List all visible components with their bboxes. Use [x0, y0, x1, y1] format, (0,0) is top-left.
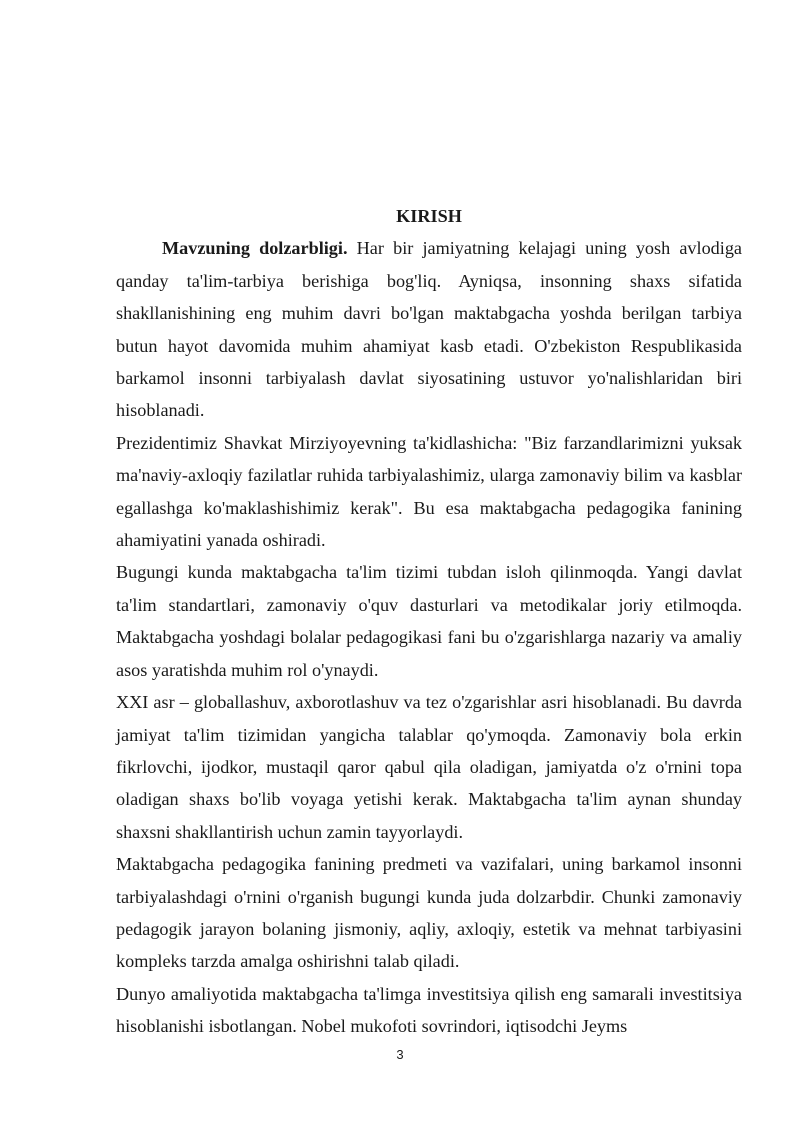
- paragraph-2: Prezidentimiz Shavkat Mirziyoyevning ta'kidlashicha: "Biz farzandlarimizni yuksak ma'naviy-axloqiy fazilatlar ruhida tarbiyalashimiz, ularga zamonaviy bilim va kasblar egallashga ko'maklashishimiz kerak". Bu esa maktabgacha pedagogika fanining ahamiyatini yanada oshiradi.: [116, 432, 742, 551]
- paragraph-6: Dunyo amaliyotida maktabgacha ta'limga investitsiya qilish eng samarali investitsiya hisoblanishi isbotlangan. Nobel mukofoti sovrindori, iqtisodchi Jeyms: [116, 983, 742, 1037]
- section-heading: KIRISH: [396, 206, 462, 226]
- paragraph-3: Bugungi kunda maktabgacha ta'lim tizimi tubdan isloh qilinmoqda. Yangi davlat ta'lim standartlari, zamonaviy o'quv dasturlari va metodikalar joriy etilmoqda. Maktabgacha yoshdagi bolalar pedagogikasi fani bu o'zgarishlarga nazariy va amaliy asos yaratishda muhim rol o'ynaydi.: [116, 562, 742, 680]
- page-body: [116, 200, 742, 1043]
- paragraph-4: XXI asr – globallashuv, axborotlashuv va tez o'zgarishlar asri hisoblanadi. Bu davrda jamiyat ta'lim tizimidan yangicha talablar qo'ymoqda. Zamonaviy bola erkin fikrlovchi, ijodkor, mustaqil qaror qabul qila oladigan, jamiyatda o'z o'rnini topa oladigan shaxs bo'lib voyaga yetishi kerak. Maktabgacha ta'lim aynan shunday shaxsni shakllantirish uchun zamin tayyorlaydi.: [116, 692, 742, 842]
- paragraph-1: [116, 232, 742, 426]
- paragraph-text: Har bir jamiyatning kelajagi uning yosh avlodiga qanday ta'lim-tarbiya berishiga bog'liq. Ayniqsa, insonning shaxs sifatida shakllanishining eng muhim davri bo'lgan maktabgacha yoshda berilgan tarbiya butun hayot davomida muhim ahamiyat kasb etadi. O'zbekiston Respublikasida barkamol insonni tarbiyalash davlat siyosatining ustuvor yo'nalishlaridan biri hisoblanadi.: [116, 238, 742, 421]
- paragraph-5: Maktabgacha pedagogika fanining predmeti va vazifalari, uning barkamol insonni tarbiyalashdagi o'rnini o'rganish bugungi kunda juda dolzarbdir. Chunki zamonaviy pedagogik jarayon bolaning jismoniy, aqliy, axloqiy, estetik va mehnat tarbiyasini kompleks tarzda amalga oshirishni talab qiladi.: [116, 854, 742, 972]
- paragraph-lead: Mavzuning dolzarbligi.: [162, 238, 348, 259]
- page-number: 3: [396, 1047, 404, 1062]
